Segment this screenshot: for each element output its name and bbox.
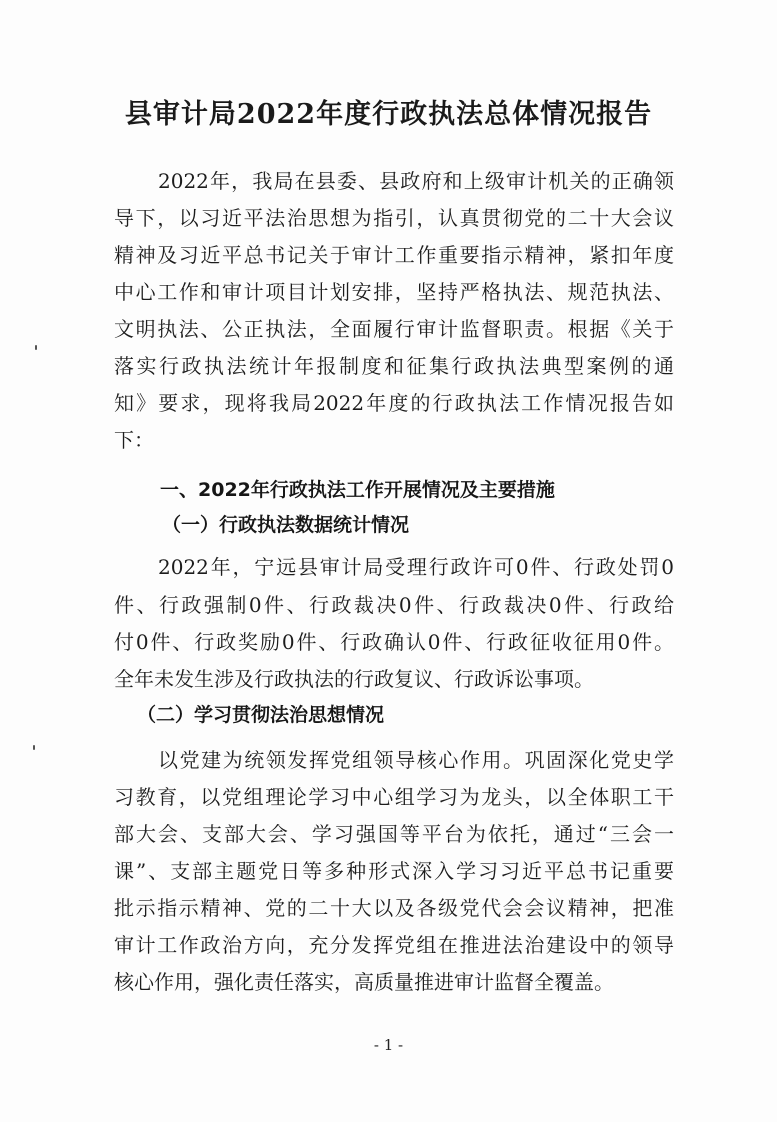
subsection-heading: （一）行政执法数据统计情况 <box>162 514 410 536</box>
paragraph-line: 精神及习近平总书记关于审计工作重要指示精神，紧扣年度 <box>114 243 674 267</box>
scan-speck <box>35 345 37 350</box>
subsection-heading: （二）学习贯彻法治思想情况 <box>137 704 385 726</box>
paragraph-line: 落实行政执法统计年报制度和征集行政执法典型案例的通 <box>114 354 674 378</box>
paragraph-line: 全年未发生涉及行政执法的行政复议、行政诉讼事项。 <box>114 667 594 691</box>
paragraph-line: 知》要求，现将我局2022年度的行政执法工作情况报告如 <box>114 391 674 415</box>
paragraph-line: 导下，以习近平法治思想为指引，认真贯彻党的二十大会议 <box>114 206 674 230</box>
paragraph-line: 核心作用，强化责任落实，高质量推进审计监督全覆盖。 <box>114 970 614 994</box>
document-title: 县审计局2022年度行政执法总体情况报告 <box>124 99 653 130</box>
paragraph-line: 部大会、支部大会、学习强国等平台为依托，通过“三会一 <box>114 822 674 846</box>
paragraph-line: 审计工作政治方向，充分发挥党组在推进法治建设中的领导 <box>114 933 674 957</box>
paragraph-line: 下： <box>114 428 154 452</box>
paragraph-line: 课”、支部主题党日等多种形式深入学习习近平总书记重要 <box>114 859 674 883</box>
paragraph-line: 习教育，以党组理论学习中心组学习为龙头，以全体职工干 <box>114 785 674 809</box>
paragraph-line: 2022年，我局在县委、县政府和上级审计机关的正确领 <box>158 169 674 193</box>
paragraph-line: 批示指示精神、党的二十大以及各级党代会会议精神，把准 <box>114 896 674 920</box>
scan-speck <box>33 745 35 750</box>
paragraph-line: 件、行政强制0件、行政裁决0件、行政裁决0件、行政给 <box>114 593 674 617</box>
paragraph-line: 文明执法、公正执法，全面履行审计监督职责。根据《关于 <box>114 317 674 341</box>
page-number: - 1 - <box>373 1036 404 1054</box>
section-heading: 一、2022年行政执法工作开展情况及主要措施 <box>160 479 555 501</box>
paragraph-line: 2022年，宁远县审计局受理行政许可0件、行政处罚0 <box>158 555 674 579</box>
paragraph-line: 以党建为统领发挥党组领导核心作用。巩固深化党史学 <box>158 748 674 772</box>
paragraph-line: 付0件、行政奖励0件、行政确认0件、行政征收征用0件。 <box>114 630 674 654</box>
paragraph-line: 中心工作和审计项目计划安排，坚持严格执法、规范执法、 <box>114 280 674 304</box>
